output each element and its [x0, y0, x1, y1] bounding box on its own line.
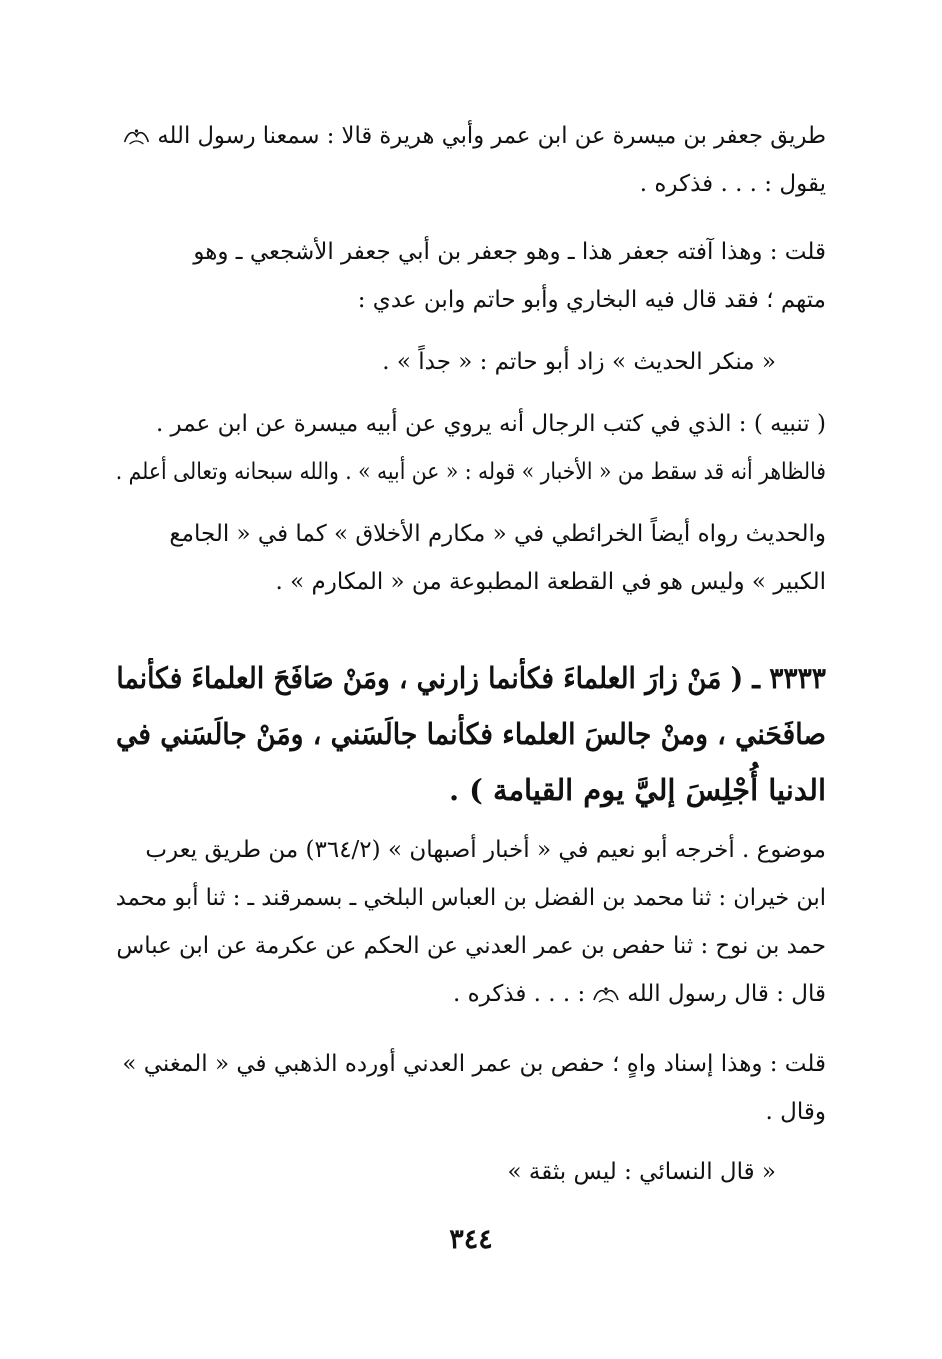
text-line: حمد بن نوح : ثنا حفص بن عمر العدني عن الحكم عن عكرمة عن ابن عباس — [116, 933, 826, 959]
page-number: ٣٤٤ — [449, 1224, 493, 1255]
text-line: ( تنبيه ) : الذي في كتب الرجال أنه يروي عن أبيه ميسرة عن ابن عمر . — [155, 411, 826, 437]
text-line: ابن خيران : ثنا محمد بن الفضل بن العباس البلخي ـ بسمرقند ـ : ثنا أبو محمد — [115, 885, 826, 911]
hadith-line: صافَحَني ، ومنْ جالسَ العلماء فكأنما جالَسَني ، ومَنْ جالَسَني في — [116, 717, 827, 751]
hadith-line: الدنيا أُجْلِسَ إليَّ يوم القيامة ) . — [448, 773, 826, 807]
paragraph-assessment — [116, 1040, 826, 1136]
hadith-heading — [116, 650, 826, 818]
text-line: والحديث رواه أيضاً الخرائطي في « مكارم الأخلاق » كما في « الجامع — [169, 521, 826, 547]
text-line: فالظاهر أنه قد سقط من « الأخبار » قوله : « عن أبيه » . والله سبحانه وتعالى أعلم . — [115, 459, 826, 485]
paragraph-note — [116, 400, 826, 496]
text-line: قلت : وهذا آفته جعفر هذا ـ وهو جعفر بن أبي جعفر الأشجعي ـ وهو — [193, 239, 826, 265]
paragraph-isnad-continuation — [116, 112, 826, 208]
paragraph-takhrij — [116, 826, 826, 1018]
text-line: « منكر الحديث » زاد أبو حاتم : « جداً » . — [382, 349, 776, 375]
text-line: طريق جعفر بن ميسرة عن ابن عمر وأبي هريرة قالا : سمعنا رسول الله — [127, 112, 826, 160]
paragraph-commentary — [116, 228, 826, 324]
text-line: الكبير » وليس هو في القطعة المطبوعة من « المكارم » . — [275, 569, 826, 595]
salutation-icon — [122, 126, 152, 148]
quote-nasai — [116, 1148, 776, 1196]
text-line: وقال . — [765, 1099, 826, 1125]
text-line: متهم ؛ فقد قال فيه البخاري وأبو حاتم وابن عدي : — [357, 287, 826, 313]
paragraph-kharaiti — [116, 510, 826, 606]
text-line: « قال النسائي : ليس بثقة » — [507, 1159, 776, 1185]
quote-munkar — [116, 338, 776, 386]
hadith-line: ٣٣٣٣ ـ ( مَنْ زارَ العلماءَ فكأنما زارني ، ومَنْ صَافَحَ العلماءَ فكأنما — [116, 661, 826, 695]
text-line: يقول : . . . فذكره . — [639, 171, 826, 197]
text-line: قلت : وهذا إسناد واهٍ ؛ حفص بن عمر العدني أورده الذهبي في « المغني » — [122, 1051, 826, 1077]
text-line: موضوع . أخرجه أبو نعيم في « أخبار أصبهان » (٣٦٤/٢) من طريق يعرب — [145, 837, 826, 863]
text-line: قال : قال رسول الله: . . . فذكره . — [452, 981, 826, 1007]
salutation-icon — [591, 984, 621, 1006]
